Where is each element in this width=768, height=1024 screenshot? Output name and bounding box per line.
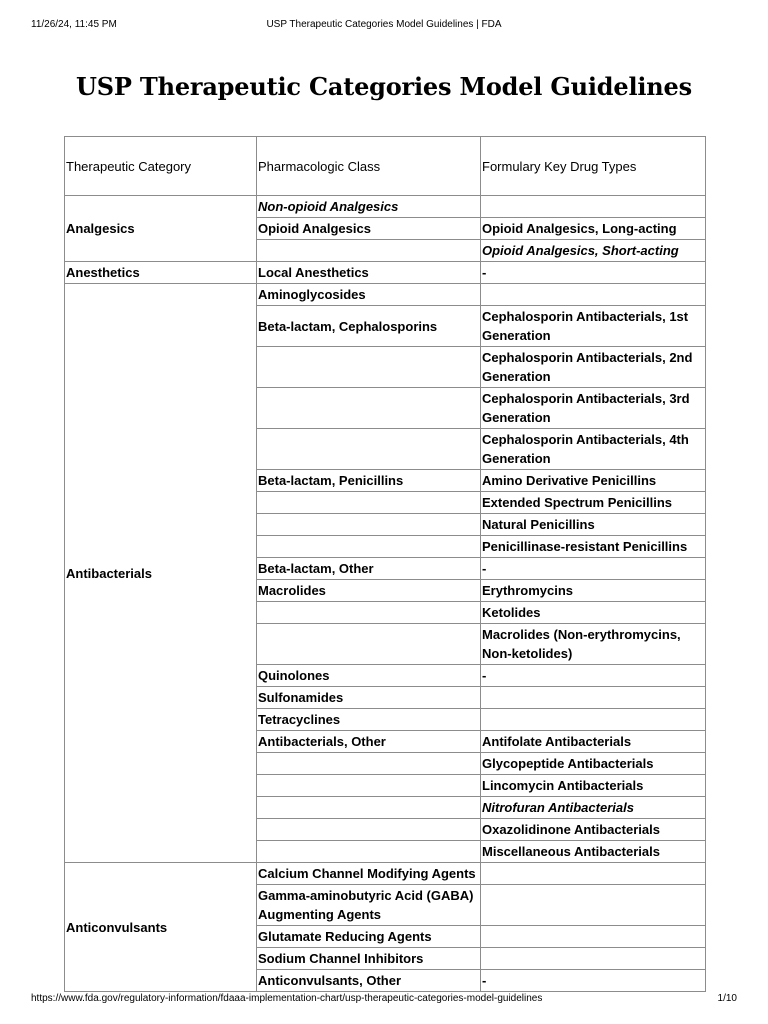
drug-type-cell: Nitrofuran Antibacterials bbox=[481, 797, 706, 819]
drug-type-cell: Extended Spectrum Penicillins bbox=[481, 492, 706, 514]
print-page-title: USP Therapeutic Categories Model Guidelines | FDA bbox=[266, 19, 502, 30]
class-cell: Aminoglycosides bbox=[257, 284, 481, 306]
table-row bbox=[65, 262, 706, 284]
header-pharmacologic-class: Pharmacologic Class bbox=[257, 137, 481, 196]
print-datetime: 11/26/24, 11:45 PM bbox=[31, 19, 117, 30]
class-cell: Beta-lactam, Penicillins bbox=[257, 470, 481, 492]
class-cell bbox=[257, 624, 481, 665]
class-cell: Non-opioid Analgesics bbox=[257, 196, 481, 218]
class-cell: Glutamate Reducing Agents bbox=[257, 926, 481, 948]
class-cell bbox=[257, 602, 481, 624]
class-cell: Antibacterials, Other bbox=[257, 731, 481, 753]
drug-type-cell bbox=[481, 948, 706, 970]
category-antibacterials: Antibacterials bbox=[65, 284, 257, 863]
class-cell bbox=[257, 347, 481, 388]
drug-type-cell bbox=[481, 863, 706, 885]
drug-type-cell bbox=[481, 196, 706, 218]
category-anticonvulsants: Anticonvulsants bbox=[65, 863, 257, 992]
table-row bbox=[65, 196, 706, 218]
drug-type-cell: - bbox=[481, 970, 706, 992]
drug-type-cell: - bbox=[481, 558, 706, 580]
class-cell: Anticonvulsants, Other bbox=[257, 970, 481, 992]
category-anesthetics: Anesthetics bbox=[65, 262, 257, 284]
drug-type-cell bbox=[481, 284, 706, 306]
class-cell bbox=[257, 536, 481, 558]
table-row bbox=[65, 284, 706, 306]
drug-type-cell bbox=[481, 885, 706, 926]
class-cell: Beta-lactam, Cephalosporins bbox=[257, 306, 481, 347]
class-cell: Sodium Channel Inhibitors bbox=[257, 948, 481, 970]
class-cell bbox=[257, 388, 481, 429]
class-cell: Local Anesthetics bbox=[257, 262, 481, 284]
drug-type-cell: Cephalosporin Antibacterials, 2nd Generation bbox=[481, 347, 706, 388]
drug-type-cell: Opioid Analgesics, Short-acting bbox=[481, 240, 706, 262]
class-cell: Macrolides bbox=[257, 580, 481, 602]
class-cell: Opioid Analgesics bbox=[257, 218, 481, 240]
drug-type-cell bbox=[481, 687, 706, 709]
drug-type-cell: Erythromycins bbox=[481, 580, 706, 602]
print-page-number: 1/10 bbox=[717, 993, 737, 1004]
table-row bbox=[65, 863, 706, 885]
drug-type-cell: - bbox=[481, 262, 706, 284]
drug-type-cell: Cephalosporin Antibacterials, 4th Generation bbox=[481, 429, 706, 470]
drug-type-cell: Amino Derivative Penicillins bbox=[481, 470, 706, 492]
drug-type-cell: - bbox=[481, 665, 706, 687]
drug-type-cell: Miscellaneous Antibacterials bbox=[481, 841, 706, 863]
drug-type-cell: Cephalosporin Antibacterials, 3rd Generation bbox=[481, 388, 706, 429]
drug-type-cell bbox=[481, 926, 706, 948]
class-cell bbox=[257, 797, 481, 819]
class-cell bbox=[257, 775, 481, 797]
class-cell bbox=[257, 492, 481, 514]
class-cell: Gamma-aminobutyric Acid (GABA) Augmenting Agents bbox=[257, 885, 481, 926]
class-cell: Tetracyclines bbox=[257, 709, 481, 731]
drug-type-cell bbox=[481, 709, 706, 731]
print-url: https://www.fda.gov/regulatory-information/fdaaa-implementation-chart/usp-therapeutic-categories-model-guidelines bbox=[31, 993, 543, 1004]
therapeutic-categories-table bbox=[64, 136, 706, 992]
class-cell: Quinolones bbox=[257, 665, 481, 687]
drug-type-cell: Cephalosporin Antibacterials, 1st Generation bbox=[481, 306, 706, 347]
class-cell bbox=[257, 514, 481, 536]
document-title: USP Therapeutic Categories Model Guidelines bbox=[76, 72, 692, 101]
class-cell bbox=[257, 240, 481, 262]
drug-type-cell: Lincomycin Antibacterials bbox=[481, 775, 706, 797]
drug-type-cell: Antifolate Antibacterials bbox=[481, 731, 706, 753]
print-footer bbox=[0, 993, 768, 1007]
class-cell bbox=[257, 753, 481, 775]
class-cell bbox=[257, 841, 481, 863]
drug-type-cell: Penicillinase-resistant Penicillins bbox=[481, 536, 706, 558]
drug-type-cell: Opioid Analgesics, Long-acting bbox=[481, 218, 706, 240]
drug-type-cell: Ketolides bbox=[481, 602, 706, 624]
table-header-row bbox=[65, 137, 706, 196]
class-cell bbox=[257, 429, 481, 470]
drug-type-cell: Natural Penicillins bbox=[481, 514, 706, 536]
drug-type-cell: Glycopeptide Antibacterials bbox=[481, 753, 706, 775]
class-cell: Sulfonamides bbox=[257, 687, 481, 709]
category-analgesics: Analgesics bbox=[65, 196, 257, 262]
class-cell: Beta-lactam, Other bbox=[257, 558, 481, 580]
class-cell bbox=[257, 819, 481, 841]
drug-type-cell: Oxazolidinone Antibacterials bbox=[481, 819, 706, 841]
class-cell: Calcium Channel Modifying Agents bbox=[257, 863, 481, 885]
header-formulary-key-drug-types: Formulary Key Drug Types bbox=[481, 137, 706, 196]
drug-type-cell: Macrolides (Non-erythromycins, Non-ketolides) bbox=[481, 624, 706, 665]
header-therapeutic-category: Therapeutic Category bbox=[65, 137, 257, 196]
print-header bbox=[0, 19, 768, 33]
